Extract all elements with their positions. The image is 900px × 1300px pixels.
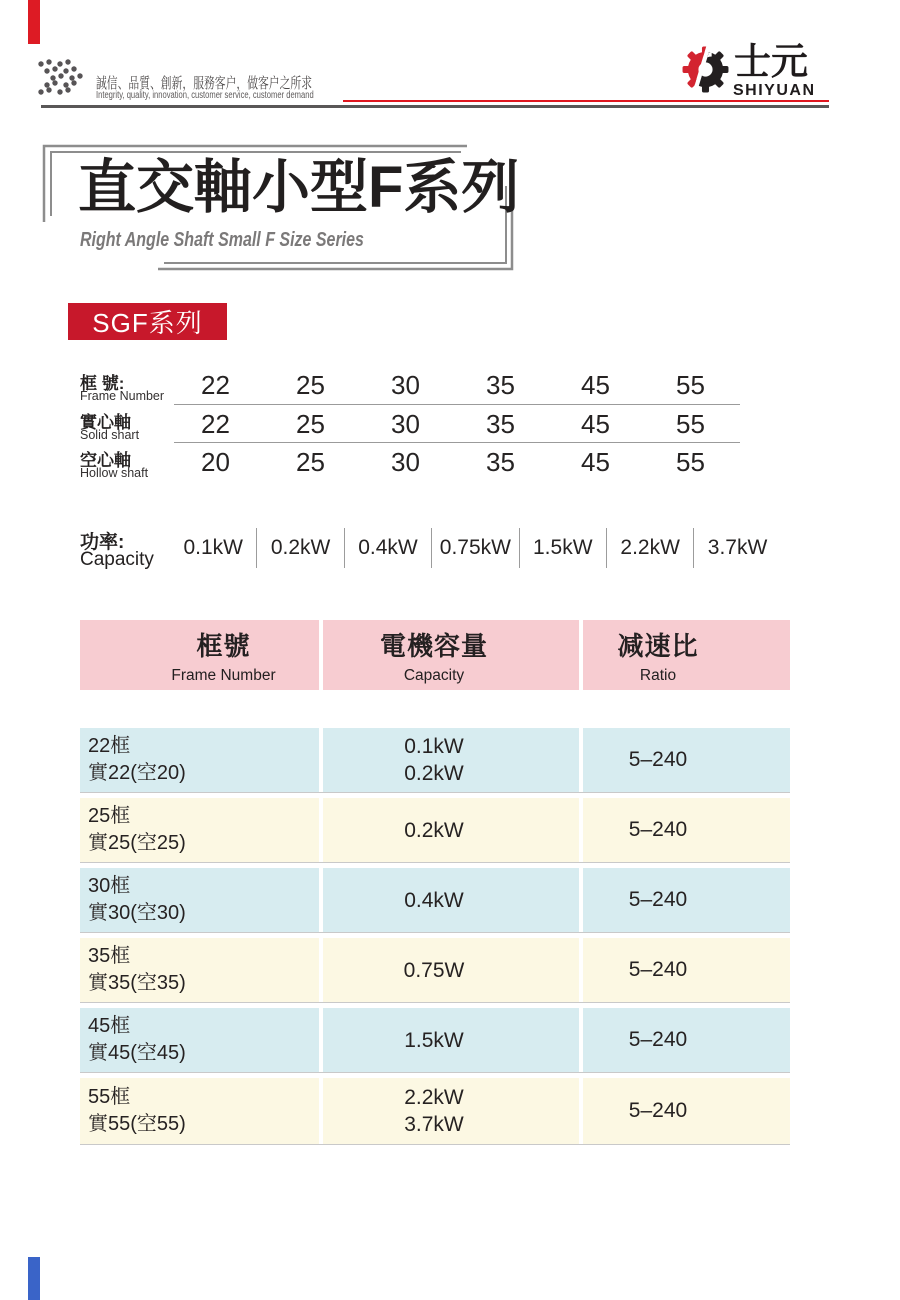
header-cell-ratio: 减速比 Ratio [583, 620, 790, 690]
logo-name: 士元 [734, 41, 808, 82]
gear-logo-icon [679, 43, 732, 96]
header-rule-red [343, 100, 829, 102]
spec-row-solid-shaft [78, 405, 740, 443]
table-row: 25框 實25(空25) 0.2kW 5–240 [80, 798, 790, 863]
page-edge-tab-red [28, 0, 40, 44]
motto-english: Integrity, quality, innovation, customer service, customer demand [96, 90, 314, 101]
header-cell-capacity: 電機容量 Capacity [323, 620, 579, 690]
spec-label-en: Frame Number [80, 389, 165, 403]
page-edge-tab-blue [28, 1257, 40, 1300]
header-rule-dark [41, 105, 829, 108]
capacity-values: 0.1kW 0.2kW 0.4kW 0.75kW 1.5kW 2.2kW 3.7kW [170, 528, 781, 568]
spec-values: 22 25 30 35 45 55 [201, 408, 705, 439]
spec-values: 20 25 30 35 45 55 [201, 446, 705, 477]
table-row: 55框 實55(空55) 2.2kW 3.7kW 5–240 [80, 1078, 790, 1145]
spec-label-en: Solid shart [80, 428, 140, 442]
spec-label-zh: 空心軸 [80, 451, 131, 470]
header-cell-frame: 框號 Frame Number [80, 620, 319, 690]
capacity-label-zh: 功率: [80, 532, 125, 553]
spec-values: 22 25 30 35 45 55 [201, 369, 705, 400]
page-title: 直交軸小型F系列 [78, 155, 520, 220]
table-row: 22框 實22(空20) 0.1kW 0.2kW 5–240 [80, 728, 790, 793]
logo-latin: SHIYUAN [733, 82, 816, 99]
capacity-label-en: Capacity [80, 549, 154, 570]
spec-label-zh: 實心軸 [80, 413, 131, 432]
page-subtitle: Right Angle Shaft Small F Size Series [80, 229, 364, 251]
motto-chinese: 誠信、品質、創新，服務客户，做客户之所求 [96, 75, 313, 92]
series-badge: SGF系列 [68, 303, 227, 340]
table-header [80, 620, 790, 690]
spec-row-frame-number [78, 366, 740, 404]
chevron-dots-icon [36, 59, 84, 99]
table-row: 35框 實35(空35) 0.75W 5–240 [80, 938, 790, 1003]
table-row: 45框 實45(空45) 1.5kW 5–240 [80, 1008, 790, 1073]
spec-label-en: Hollow shaft [80, 466, 149, 480]
spec-label-zh: 框 號: [80, 374, 125, 393]
table-row: 30框 實30(空30) 0.4kW 5–240 [80, 868, 790, 933]
spec-row-hollow-shaft [78, 443, 740, 481]
